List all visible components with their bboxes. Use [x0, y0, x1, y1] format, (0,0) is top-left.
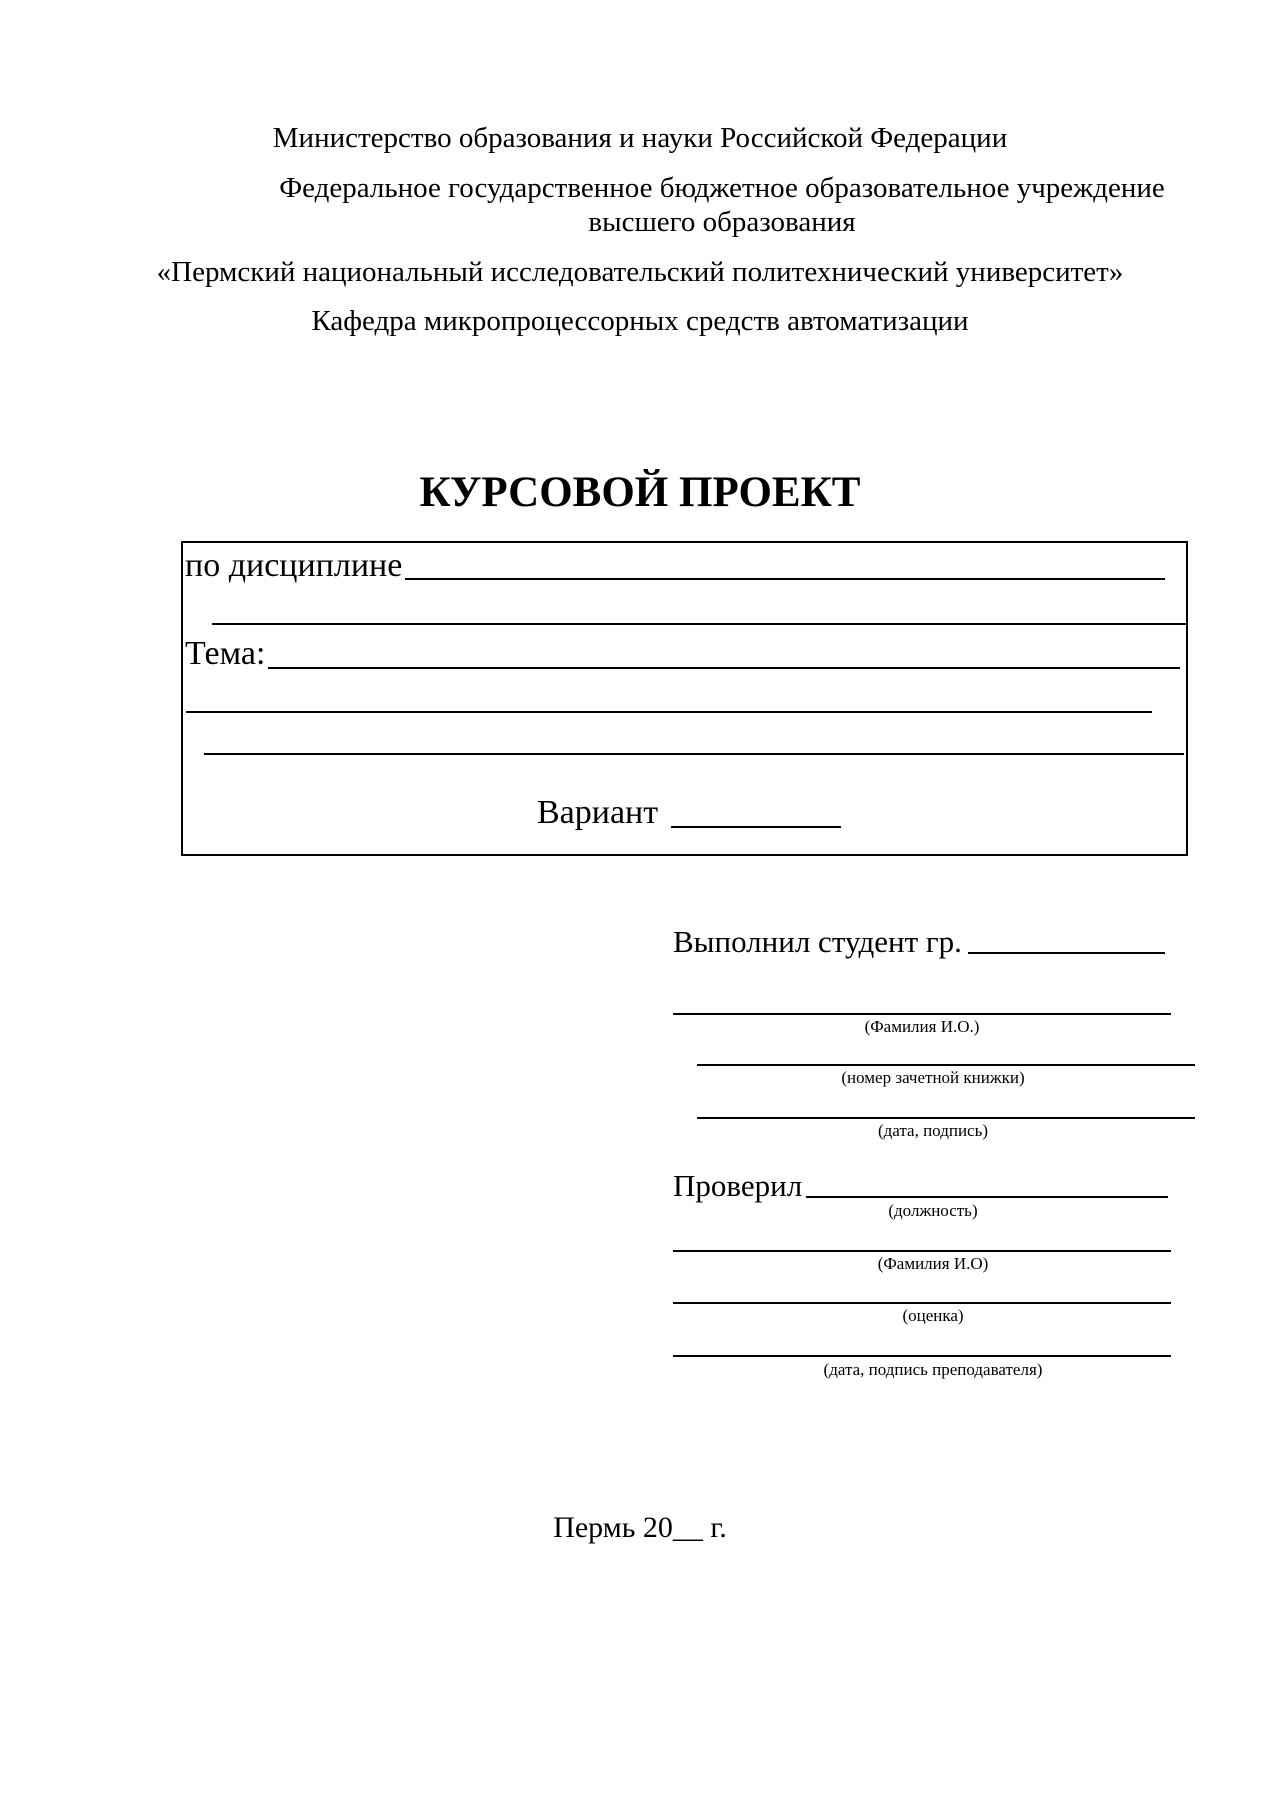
position-blank-line[interactable]	[806, 1196, 1168, 1198]
document-title: КУРСОВОЙ ПРОЕКТ	[419, 469, 861, 516]
student-date-sign-line[interactable]	[697, 1117, 1195, 1119]
record-book-caption: (номер зачетной книжки)	[841, 1068, 1025, 1087]
position-caption: (должность)	[888, 1201, 978, 1220]
institution-type-line1: Федеральное государственное бюджетное образовательное учреждение	[279, 172, 1165, 204]
record-book-line[interactable]	[697, 1064, 1195, 1066]
department-name: Кафедра микропроцессорных средств автоматизации	[311, 305, 969, 337]
city-year: Пермь 20__ г.	[553, 1511, 727, 1544]
topic-label: Тема:	[185, 635, 266, 672]
done-by-label: Выполнил студент гр.	[673, 924, 962, 959]
variant-blank-line[interactable]	[671, 826, 841, 828]
checked-by-label: Проверил	[673, 1168, 803, 1203]
student-name-line[interactable]	[673, 1013, 1171, 1015]
institution-type-line2: высшего образования	[588, 206, 856, 238]
group-blank-line[interactable]	[968, 952, 1165, 954]
university-name: «Пермский национальный исследовательский политехнический университет»	[156, 256, 1124, 288]
variant-label: Вариант	[537, 794, 659, 831]
topic-blank-line-1[interactable]	[268, 667, 1180, 669]
discipline-blank-line-2[interactable]	[212, 623, 1186, 625]
student-name-caption: (Фамилия И.О.)	[864, 1017, 980, 1036]
checker-name-line[interactable]	[673, 1250, 1171, 1252]
ministry-line: Министерство образования и науки Российской Федерации	[272, 122, 1008, 154]
topic-blank-line-3[interactable]	[204, 753, 1184, 755]
student-date-sign-caption: (дата, подпись)	[877, 1121, 988, 1140]
checker-name-caption: (Фамилия И.О)	[877, 1254, 989, 1273]
teacher-date-sign-line[interactable]	[673, 1355, 1171, 1357]
grade-caption: (оценка)	[902, 1306, 964, 1325]
discipline-blank-line-1[interactable]	[405, 578, 1165, 580]
grade-line[interactable]	[673, 1302, 1171, 1304]
teacher-date-sign-caption: (дата, подпись преподавателя)	[823, 1360, 1043, 1379]
topic-blank-line-2[interactable]	[186, 711, 1152, 713]
subject-frame	[181, 541, 1188, 856]
discipline-label: по дисциплине	[185, 547, 403, 584]
